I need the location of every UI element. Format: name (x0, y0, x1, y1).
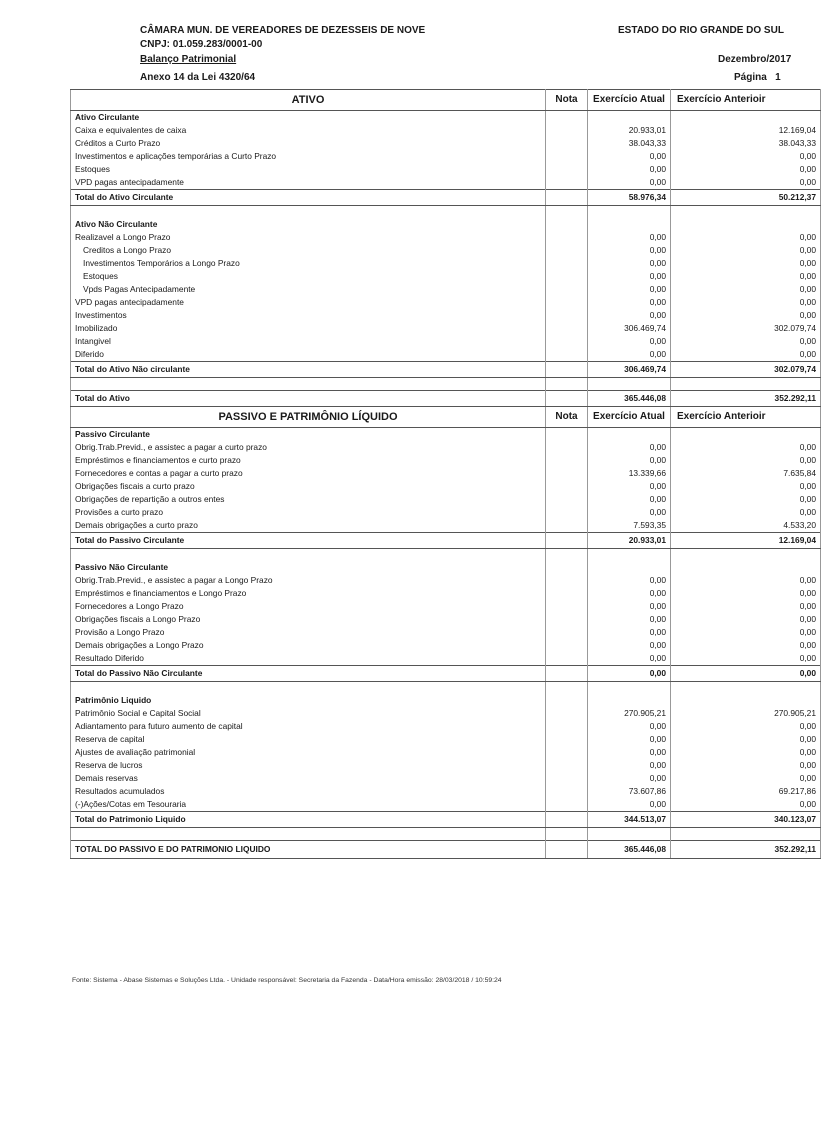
previous-year-value: 0,00 (671, 176, 821, 190)
empty-cell (671, 549, 821, 562)
account-label: Investimentos e aplicações temporárias a Curto Prazo (71, 150, 546, 163)
previous-year-value: 0,00 (671, 720, 821, 733)
nota-column-header: Nota (546, 407, 588, 428)
group-title: Passivo Circulante (71, 428, 546, 442)
table-row (71, 759, 821, 772)
account-label: Caixa e equivalentes de caixa (71, 124, 546, 137)
total-row (71, 362, 821, 378)
empty-cell (71, 828, 546, 841)
report-title: Balanço Patrimonial (140, 54, 237, 65)
current-year-value: 0,00 (588, 506, 671, 519)
spacer-row (71, 378, 821, 391)
total-current-value: 365.446,08 (588, 391, 671, 407)
empty-cell (588, 111, 671, 125)
table-row (71, 639, 821, 652)
table-row (71, 506, 821, 519)
table-row (71, 296, 821, 309)
current-year-value: 0,00 (588, 746, 671, 759)
nota-cell (546, 533, 588, 549)
state-name: ESTADO DO RIO GRANDE DO SUL (618, 25, 784, 36)
empty-cell (671, 428, 821, 442)
section-header-row (71, 90, 821, 111)
nota-cell (546, 348, 588, 362)
empty-cell (546, 206, 588, 219)
table-row (71, 733, 821, 746)
total-current-value: 344.513,07 (588, 812, 671, 828)
table-row (71, 283, 821, 296)
table-row (71, 519, 821, 533)
spacer-row (71, 549, 821, 562)
nota-cell (546, 519, 588, 533)
previous-year-value: 0,00 (671, 163, 821, 176)
total-previous-value: 302.079,74 (671, 362, 821, 378)
total-previous-value: 352.292,11 (671, 391, 821, 407)
current-year-value: 0,00 (588, 283, 671, 296)
table-row (71, 454, 821, 467)
empty-cell (546, 549, 588, 562)
current-year-value: 0,00 (588, 296, 671, 309)
group-title-row (71, 561, 821, 574)
previous-year-value: 0,00 (671, 639, 821, 652)
account-label: Reserva de capital (71, 733, 546, 746)
current-year-column-header: Exercício Atual (588, 90, 671, 111)
current-year-value: 0,00 (588, 335, 671, 348)
total-row (71, 533, 821, 549)
empty-cell (671, 682, 821, 695)
total-label: Total do Passivo Circulante (71, 533, 546, 549)
current-year-value: 270.905,21 (588, 707, 671, 720)
account-label: Obrigações de repartição a outros entes (71, 493, 546, 506)
nota-cell (546, 746, 588, 759)
previous-year-value: 0,00 (671, 150, 821, 163)
total-label: Total do Ativo Circulante (71, 190, 546, 206)
nota-cell (546, 309, 588, 322)
previous-year-value: 0,00 (671, 335, 821, 348)
period: Dezembro/2017 (718, 54, 792, 65)
nota-cell (546, 176, 588, 190)
previous-year-value: 0,00 (671, 309, 821, 322)
previous-year-value: 0,00 (671, 759, 821, 772)
table-row (71, 176, 821, 190)
previous-year-value: 0,00 (671, 257, 821, 270)
nota-cell (546, 335, 588, 348)
table-row (71, 785, 821, 798)
current-year-value: 0,00 (588, 759, 671, 772)
nota-cell (546, 759, 588, 772)
account-label: Obrig.Trab.Previd., e assistec a pagar a curto prazo (71, 441, 546, 454)
section-heading: ATIVO (71, 90, 546, 111)
table-row (71, 626, 821, 639)
account-label: Creditos a Longo Prazo (71, 244, 546, 257)
total-current-value: 20.933,01 (588, 533, 671, 549)
account-label: Créditos a Curto Prazo (71, 137, 546, 150)
empty-cell (546, 694, 588, 707)
table-row (71, 348, 821, 362)
nota-cell (546, 600, 588, 613)
previous-year-value: 302.079,74 (671, 322, 821, 335)
previous-year-value: 0,00 (671, 626, 821, 639)
nota-cell (546, 257, 588, 270)
current-year-value: 7.593,35 (588, 519, 671, 533)
nota-cell (546, 841, 588, 859)
empty-cell (588, 549, 671, 562)
nota-cell (546, 137, 588, 150)
account-label: Obrigações fiscais a curto prazo (71, 480, 546, 493)
current-year-value: 0,00 (588, 626, 671, 639)
account-label: Fornecedores a Longo Prazo (71, 600, 546, 613)
previous-year-value: 0,00 (671, 652, 821, 666)
table-row (71, 652, 821, 666)
nota-cell (546, 493, 588, 506)
spacer-row (71, 206, 821, 219)
account-label: Investimentos (71, 309, 546, 322)
table-row (71, 124, 821, 137)
current-year-value: 0,00 (588, 454, 671, 467)
current-year-value: 0,00 (588, 309, 671, 322)
total-label: Total do Patrimonio Liquido (71, 812, 546, 828)
table-row (71, 441, 821, 454)
account-label: Empréstimos e financiamentos e curto prazo (71, 454, 546, 467)
empty-cell (671, 561, 821, 574)
table-row (71, 257, 821, 270)
empty-cell (71, 549, 546, 562)
account-label: Estoques (71, 163, 546, 176)
current-year-value: 0,00 (588, 720, 671, 733)
current-year-value: 0,00 (588, 480, 671, 493)
total-row (71, 666, 821, 682)
nota-cell (546, 587, 588, 600)
nota-cell (546, 296, 588, 309)
nota-cell (546, 574, 588, 587)
account-label: Patrimônio Social e Capital Social (71, 707, 546, 720)
previous-year-column-header: Exercício Anterioir (671, 90, 821, 111)
current-year-value: 0,00 (588, 600, 671, 613)
table-row (71, 613, 821, 626)
account-label: Realizavel a Longo Prazo (71, 231, 546, 244)
total-label: Total do Ativo Não circulante (71, 362, 546, 378)
page-label: Página (734, 72, 767, 83)
account-label: Obrig.Trab.Previd., e assistec a pagar a Longo Prazo (71, 574, 546, 587)
table-row (71, 467, 821, 480)
nota-cell (546, 707, 588, 720)
empty-cell (671, 111, 821, 125)
current-year-value: 0,00 (588, 772, 671, 785)
total-previous-value: 340.123,07 (671, 812, 821, 828)
table-row (71, 798, 821, 812)
group-title: Ativo Circulante (71, 111, 546, 125)
account-label: Resultado Diferido (71, 652, 546, 666)
nota-cell (546, 150, 588, 163)
account-label: Demais reservas (71, 772, 546, 785)
table-row (71, 574, 821, 587)
previous-year-value: 0,00 (671, 454, 821, 467)
empty-cell (671, 694, 821, 707)
previous-year-value: 0,00 (671, 493, 821, 506)
nota-cell (546, 362, 588, 378)
previous-year-value: 0,00 (671, 506, 821, 519)
nota-cell (546, 798, 588, 812)
previous-year-value: 0,00 (671, 613, 821, 626)
total-row (71, 190, 821, 206)
previous-year-value: 0,00 (671, 441, 821, 454)
current-year-value: 306.469,74 (588, 322, 671, 335)
current-year-value: 0,00 (588, 652, 671, 666)
total-label: Total do Ativo (71, 391, 546, 407)
nota-cell (546, 270, 588, 283)
spacer-row (71, 828, 821, 841)
previous-year-value: 0,00 (671, 733, 821, 746)
nota-cell (546, 772, 588, 785)
group-title-row (71, 428, 821, 442)
nota-cell (546, 283, 588, 296)
previous-year-value: 0,00 (671, 296, 821, 309)
previous-year-value: 0,00 (671, 574, 821, 587)
table-row (71, 772, 821, 785)
previous-year-value: 4.533,20 (671, 519, 821, 533)
current-year-value: 73.607,86 (588, 785, 671, 798)
current-year-value: 0,00 (588, 587, 671, 600)
previous-year-value: 0,00 (671, 480, 821, 493)
nota-cell (546, 163, 588, 176)
account-label: Provisões a curto prazo (71, 506, 546, 519)
previous-year-value: 38.043,33 (671, 137, 821, 150)
nota-cell (546, 812, 588, 828)
current-year-value: 0,00 (588, 244, 671, 257)
spacer-row (71, 682, 821, 695)
empty-cell (546, 561, 588, 574)
current-year-value: 0,00 (588, 613, 671, 626)
annex: Anexo 14 da Lei 4320/64 (140, 72, 256, 83)
table-row (71, 335, 821, 348)
nota-cell (546, 322, 588, 335)
table-row (71, 493, 821, 506)
account-label: VPD pagas antecipadamente (71, 296, 546, 309)
previous-year-value: 0,00 (671, 348, 821, 362)
previous-year-value: 0,00 (671, 587, 821, 600)
previous-year-value: 7.635,84 (671, 467, 821, 480)
balance-sheet-table (70, 89, 821, 859)
table-row (71, 137, 821, 150)
page-indicator (734, 72, 781, 83)
previous-year-column-header: Exercício Anterioir (671, 407, 821, 428)
account-label: Adiantamento para futuro aumento de capital (71, 720, 546, 733)
table-row (71, 746, 821, 759)
empty-cell (588, 218, 671, 231)
table-row (71, 600, 821, 613)
empty-cell (588, 428, 671, 442)
account-label: Imobilizado (71, 322, 546, 335)
account-label: Vpds Pagas Antecipadamente (71, 283, 546, 296)
nota-cell (546, 639, 588, 652)
empty-cell (671, 828, 821, 841)
current-year-value: 0,00 (588, 798, 671, 812)
nota-cell (546, 506, 588, 519)
nota-cell (546, 720, 588, 733)
account-label: Provisão a Longo Prazo (71, 626, 546, 639)
total-current-value: 58.976,34 (588, 190, 671, 206)
account-label: Demais obrigações a Longo Prazo (71, 639, 546, 652)
empty-cell (71, 206, 546, 219)
total-previous-value: 50.212,37 (671, 190, 821, 206)
nota-cell (546, 244, 588, 257)
total-previous-value: 12.169,04 (671, 533, 821, 549)
account-label: Fornecedores e contas a pagar a curto prazo (71, 467, 546, 480)
group-title-row (71, 218, 821, 231)
nota-cell (546, 441, 588, 454)
nota-cell (546, 454, 588, 467)
total-label: Total do Passivo Não Circulante (71, 666, 546, 682)
current-year-value: 0,00 (588, 441, 671, 454)
nota-cell (546, 480, 588, 493)
current-year-value: 0,00 (588, 176, 671, 190)
previous-year-value: 0,00 (671, 746, 821, 759)
previous-year-value: 0,00 (671, 270, 821, 283)
empty-cell (546, 828, 588, 841)
previous-year-value: 0,00 (671, 283, 821, 296)
table-row (71, 587, 821, 600)
current-year-value: 0,00 (588, 493, 671, 506)
empty-cell (671, 218, 821, 231)
page-number: 1 (775, 72, 781, 83)
current-year-value: 0,00 (588, 348, 671, 362)
account-label: Ajustes de avaliação patrimonial (71, 746, 546, 759)
total-row (71, 841, 821, 859)
report-footer: Fonte: Sistema - Abase Sistemas e Soluções Ltda. - Unidade responsável: Secretaria da Fazenda - Data/Hora emissão: 28/03/2018 / 10:59:24 (72, 977, 502, 984)
table-row (71, 150, 821, 163)
table-row (71, 322, 821, 335)
empty-cell (546, 218, 588, 231)
current-year-value: 0,00 (588, 150, 671, 163)
empty-cell (71, 378, 546, 391)
total-previous-value: 352.292,11 (671, 841, 821, 859)
empty-cell (546, 111, 588, 125)
total-current-value: 365.446,08 (588, 841, 671, 859)
current-year-value: 0,00 (588, 257, 671, 270)
empty-cell (546, 428, 588, 442)
nota-cell (546, 613, 588, 626)
empty-cell (588, 828, 671, 841)
previous-year-value: 0,00 (671, 244, 821, 257)
table-row (71, 231, 821, 244)
nota-cell (546, 666, 588, 682)
cnpj: CNPJ: 01.059.283/0001-00 (140, 39, 263, 50)
empty-cell (588, 694, 671, 707)
account-label: Empréstimos e financiamentos e Longo Prazo (71, 587, 546, 600)
table-row (71, 244, 821, 257)
empty-cell (588, 682, 671, 695)
account-label: Intangivel (71, 335, 546, 348)
total-current-value: 306.469,74 (588, 362, 671, 378)
table-row (71, 707, 821, 720)
previous-year-value: 69.217,86 (671, 785, 821, 798)
current-year-value: 0,00 (588, 574, 671, 587)
nota-cell (546, 467, 588, 480)
empty-cell (546, 682, 588, 695)
current-year-value: 0,00 (588, 163, 671, 176)
nota-cell (546, 652, 588, 666)
nota-cell (546, 785, 588, 798)
table-row (71, 163, 821, 176)
current-year-value: 38.043,33 (588, 137, 671, 150)
group-title: Passivo Não Circulante (71, 561, 546, 574)
previous-year-value: 0,00 (671, 231, 821, 244)
account-label: (-)Ações/Cotas em Tesouraria (71, 798, 546, 812)
empty-cell (671, 206, 821, 219)
section-heading: PASSIVO E PATRIMÔNIO LÍQUIDO (71, 407, 546, 428)
account-label: Resultados acumulados (71, 785, 546, 798)
current-year-value: 13.339,66 (588, 467, 671, 480)
account-label: Obrigações fiscais a Longo Prazo (71, 613, 546, 626)
empty-cell (671, 378, 821, 391)
current-year-value: 0,00 (588, 270, 671, 283)
previous-year-value: 0,00 (671, 772, 821, 785)
account-label: Estoques (71, 270, 546, 283)
org-name: CÂMARA MUN. DE VEREADORES DE DEZESSEIS DE NOVE (140, 25, 426, 36)
table-row (71, 309, 821, 322)
total-label: TOTAL DO PASSIVO E DO PATRIMONIO LIQUIDO (71, 841, 546, 859)
total-row (71, 812, 821, 828)
group-title-row (71, 111, 821, 125)
current-year-column-header: Exercício Atual (588, 407, 671, 428)
nota-cell (546, 391, 588, 407)
nota-cell (546, 626, 588, 639)
group-title-row (71, 694, 821, 707)
previous-year-value: 0,00 (671, 600, 821, 613)
previous-year-value: 270.905,21 (671, 707, 821, 720)
nota-cell (546, 231, 588, 244)
account-label: Investimentos Temporários a Longo Prazo (71, 257, 546, 270)
empty-cell (588, 206, 671, 219)
current-year-value: 20.933,01 (588, 124, 671, 137)
account-label: VPD pagas antecipadamente (71, 176, 546, 190)
total-row (71, 391, 821, 407)
nota-cell (546, 124, 588, 137)
table-row (71, 480, 821, 493)
nota-column-header: Nota (546, 90, 588, 111)
group-title: Ativo Não Circulante (71, 218, 546, 231)
current-year-value: 0,00 (588, 231, 671, 244)
empty-cell (71, 682, 546, 695)
empty-cell (588, 378, 671, 391)
account-label: Reserva de lucros (71, 759, 546, 772)
table-row (71, 270, 821, 283)
previous-year-value: 0,00 (671, 798, 821, 812)
nota-cell (546, 190, 588, 206)
nota-cell (546, 733, 588, 746)
current-year-value: 0,00 (588, 733, 671, 746)
current-year-value: 0,00 (588, 639, 671, 652)
previous-year-value: 12.169,04 (671, 124, 821, 137)
empty-cell (546, 378, 588, 391)
empty-cell (588, 561, 671, 574)
table-row (71, 720, 821, 733)
total-current-value: 0,00 (588, 666, 671, 682)
group-title: Patrimônio Liquido (71, 694, 546, 707)
account-label: Demais obrigações a curto prazo (71, 519, 546, 533)
account-label: Diferido (71, 348, 546, 362)
total-previous-value: 0,00 (671, 666, 821, 682)
section-header-row (71, 407, 821, 428)
